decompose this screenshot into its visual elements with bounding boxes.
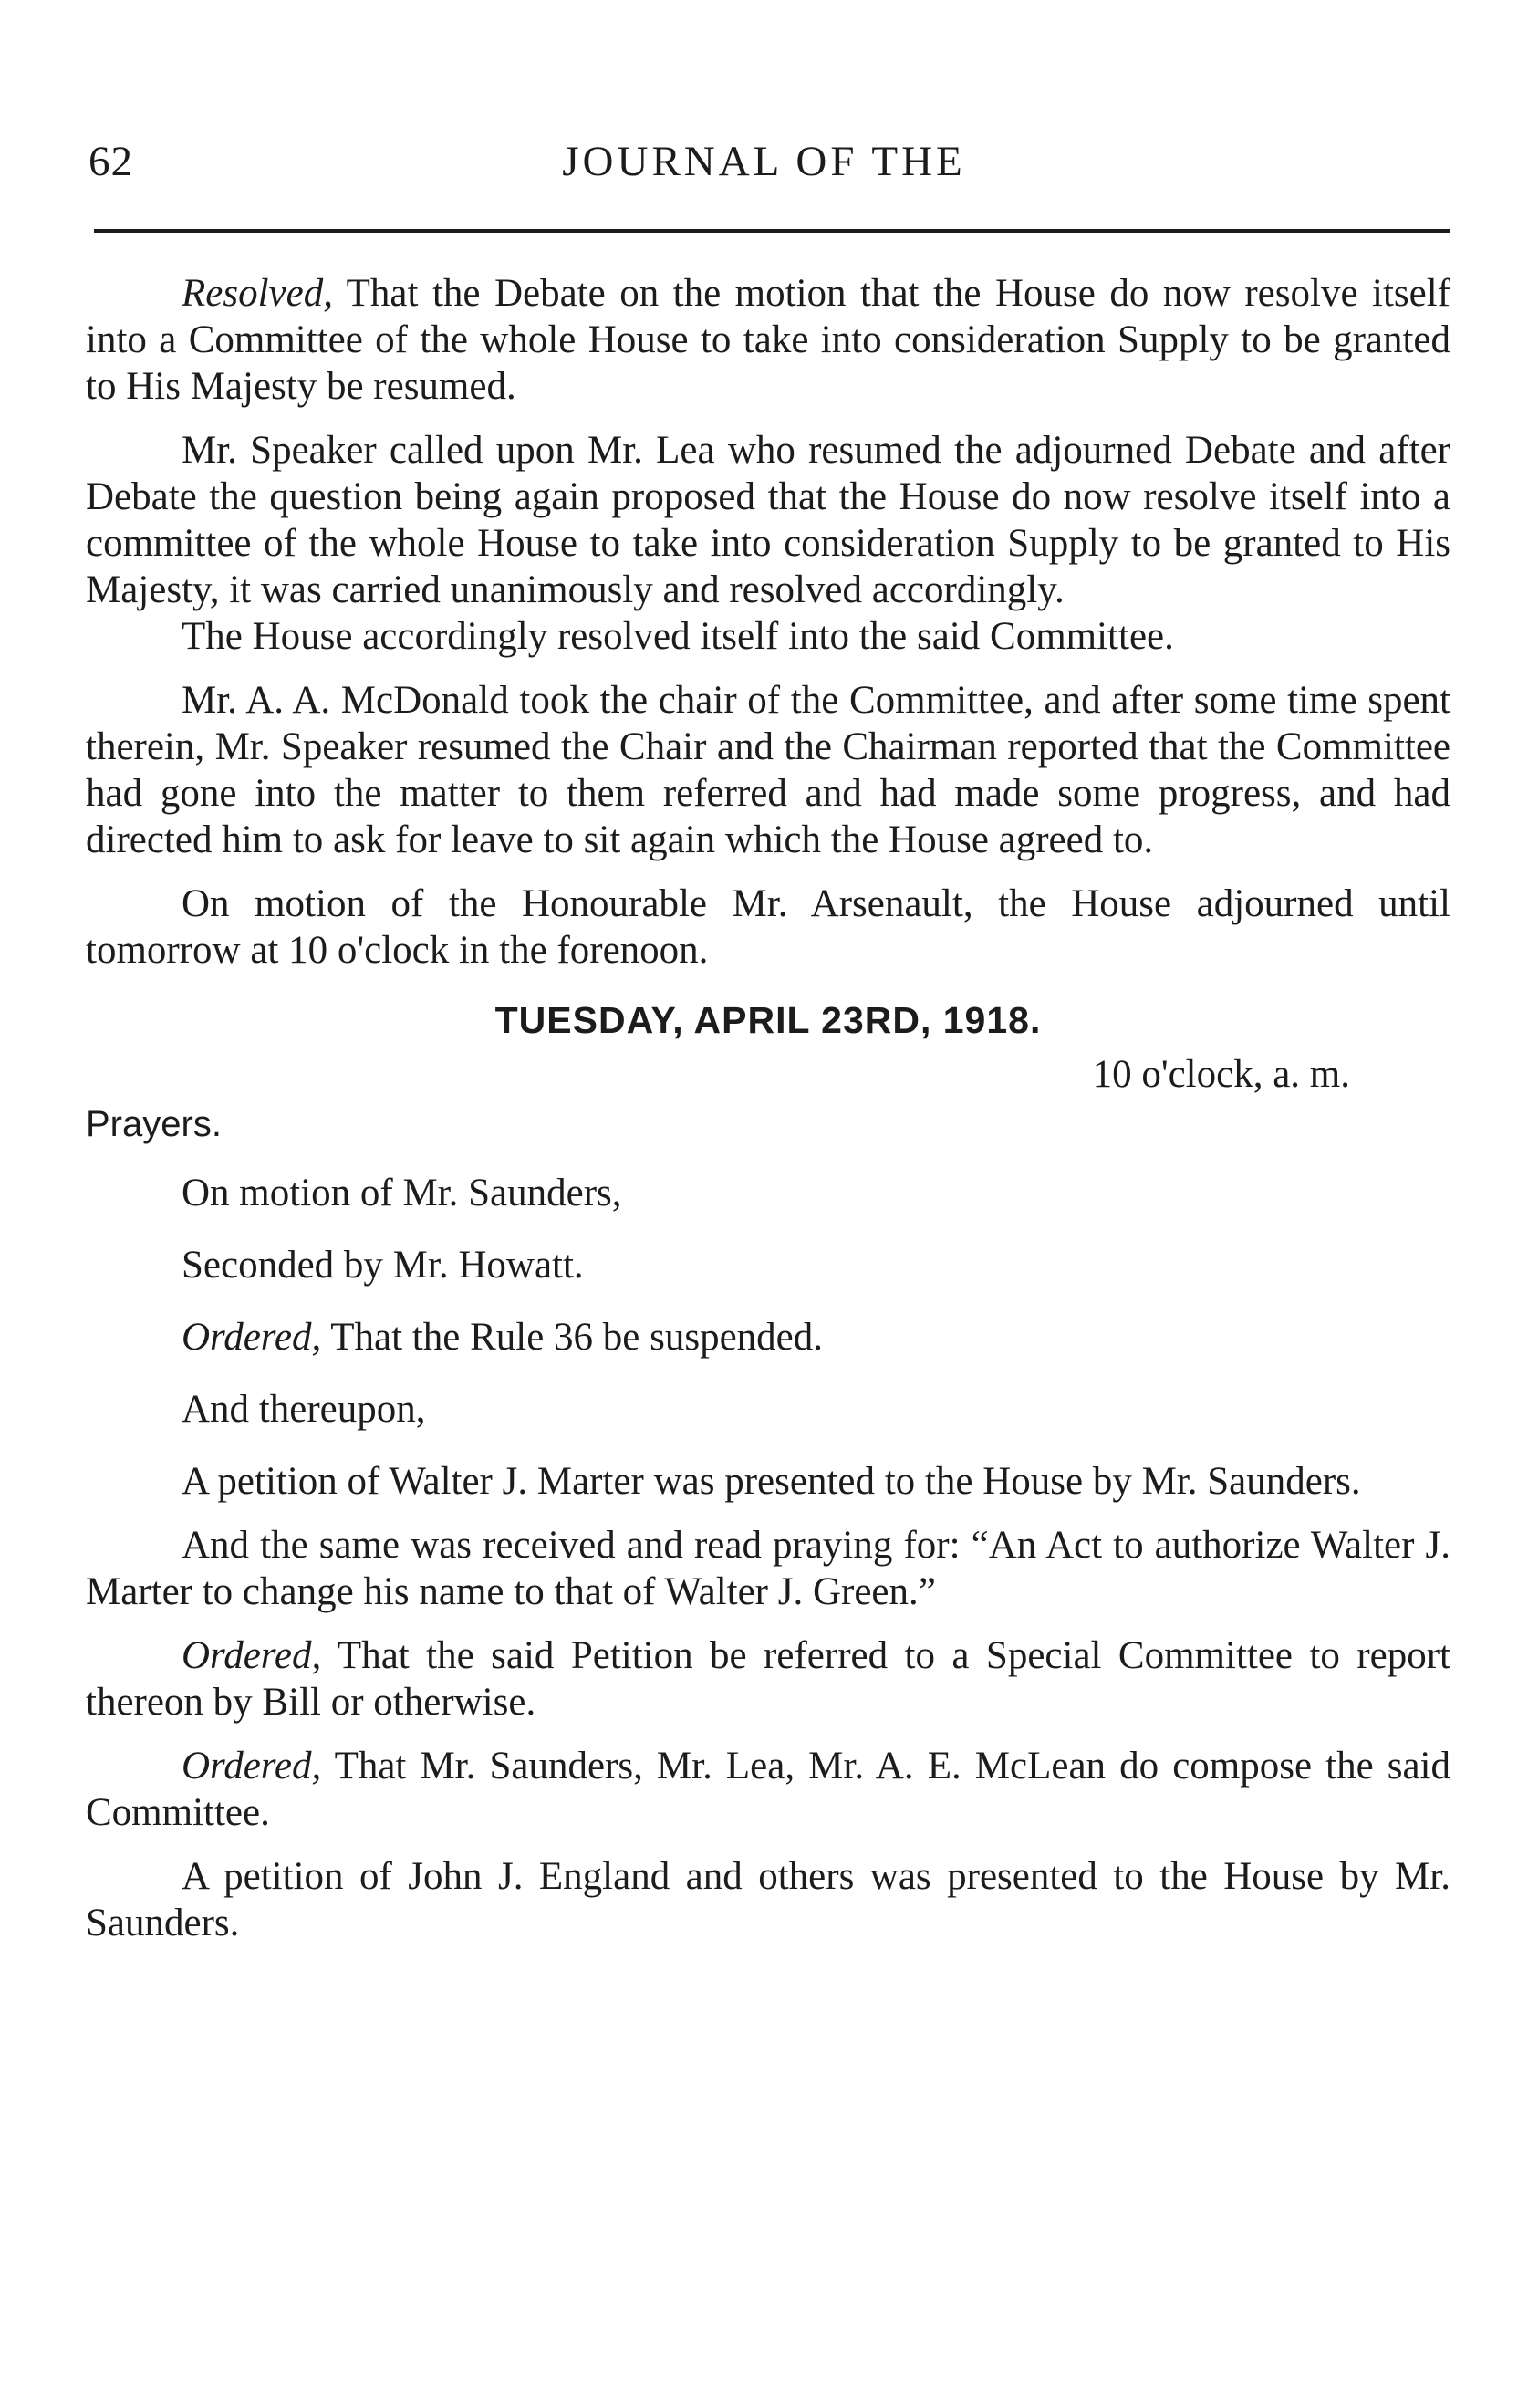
paragraph-text: On motion of the Honourable Mr. Arsenault, the House adjourned until tomorrow at 10 o'clock in the forenoon.: [86, 882, 1450, 972]
paragraph-lead: Ordered,: [182, 1316, 322, 1359]
paragraph-petition-england: [86, 1853, 1450, 1946]
paragraph-debate: [86, 427, 1450, 613]
paragraph-text: Seconded by Mr. Howatt.: [182, 1244, 584, 1287]
paragraph-ordered-referred: [86, 1632, 1450, 1725]
paragraph-committee: [86, 613, 1450, 660]
header-rule: [94, 229, 1450, 233]
paragraph-lead: Resolved,: [182, 272, 333, 315]
paragraph-seconded: [86, 1242, 1450, 1288]
session-time: 10 o'clock, a. m.: [1092, 1053, 1350, 1096]
paragraph-lead: Ordered,: [182, 1634, 322, 1677]
page-number: 62: [88, 138, 133, 185]
paragraph-lead: Ordered,: [182, 1745, 322, 1788]
paragraph-text: That the Debate on the motion that the House do now resolve itself into a Committee of the whole House to take into consideration Supply to be granted to His Majesty be resumed.: [86, 272, 1450, 408]
journal-body: [86, 270, 1450, 1964]
paragraph-ordered-compose: [86, 1743, 1450, 1836]
paragraph-petition-marter: [86, 1458, 1450, 1505]
paragraph-act: [86, 1522, 1450, 1615]
paragraph-text: That Mr. Saunders, Mr. Lea, Mr. A. E. McLean do compose the said Committee.: [86, 1745, 1450, 1834]
running-title: JOURNAL OF THE: [562, 138, 966, 185]
paragraph-ordered-rule: [86, 1314, 1450, 1360]
paragraph-text: That the said Petition be referred to a Special Committee to report thereon by Bill or otherwise.: [86, 1634, 1450, 1724]
paragraph-text: A petition of John J. England and others was presented to the House by Mr. Saunders.: [86, 1855, 1450, 1944]
paragraph-text: On motion of Mr. Saunders,: [182, 1172, 622, 1214]
paragraph-text: Mr. Speaker called upon Mr. Lea who resumed the adjourned Debate and after Debate the question being again proposed that the House do now resolve itself into a committee of the whole House to take into consideration Supply to be granted to His Majesty, it was carried unanimously and resolved accordingly.: [86, 429, 1450, 611]
paragraph-text: And thereupon,: [182, 1388, 426, 1431]
prayers-label: Prayers.: [86, 1104, 222, 1144]
paragraph-adjourn: [86, 881, 1450, 974]
paragraph-text: And the same was received and read praying for: “An Act to authorize Walter J. Marter to change his name to that of Walter J. Green.”: [86, 1524, 1450, 1613]
paragraph-text: A petition of Walter J. Marter was presented to the House by Mr. Saunders.: [182, 1460, 1361, 1503]
paragraph-thereupon: [86, 1386, 1450, 1433]
paragraph-text: That the Rule 36 be suspended.: [321, 1316, 824, 1359]
paragraph-text: The House accordingly resolved itself into the said Committee.: [182, 615, 1174, 658]
paragraph-resolved: [86, 270, 1450, 410]
date-heading: TUESDAY, APRIL 23RD, 1918.: [494, 999, 1042, 1041]
paragraph-text: Mr. A. A. McDonald took the chair of the Committee, and after some time spent therein, Mr. Speaker resumed the Chair and the Chairman reported that the Committee had gone into the matter to them referred and had made some progress, and had directed him to ask for leave to sit again which the House agreed to.: [86, 679, 1450, 861]
paragraph-motion: [86, 1170, 1450, 1216]
paragraph-chair: [86, 677, 1450, 863]
